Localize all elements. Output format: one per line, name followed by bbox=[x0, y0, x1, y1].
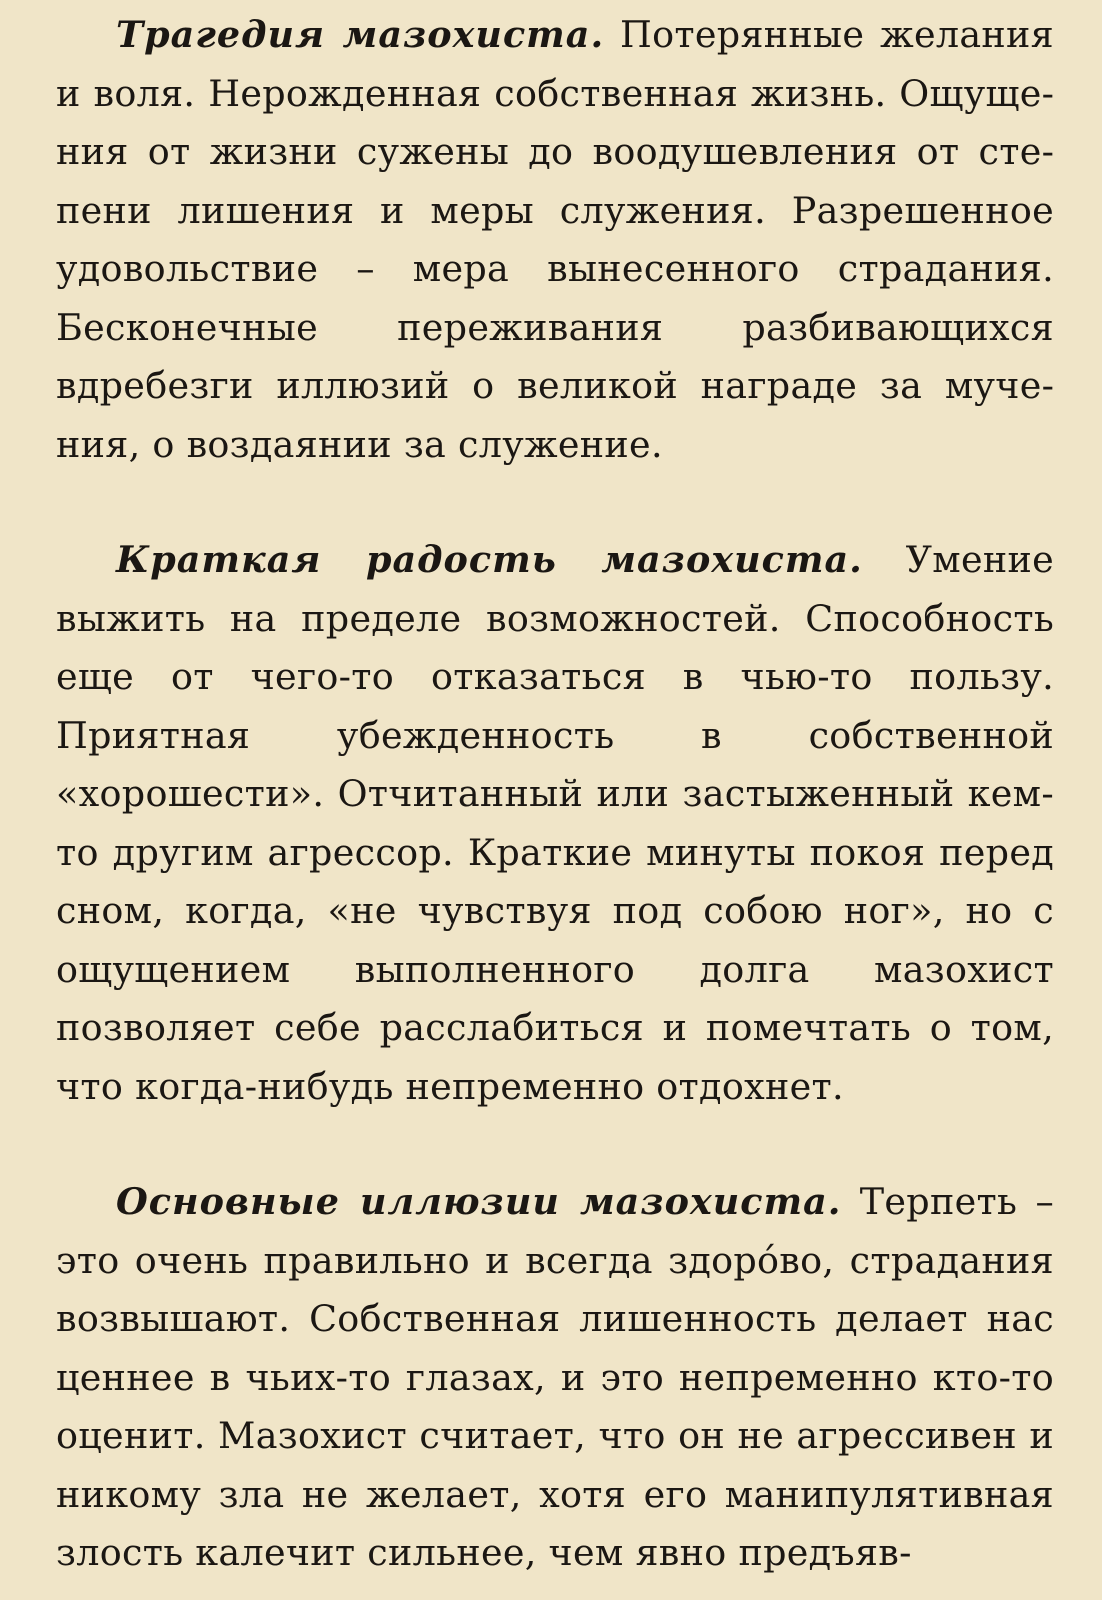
paragraph-body: Умение выжить на пределе возможностей. Способность еще от чего-то отказаться в чью-то пользу. Приятная убежденность в собственной «хорошести». Отчитанный или застыженный кем-то другим агрессор. Краткие минуты покоя перед сном, когда, «не чувствуя под собою ног», но с ощущением выполненного долга мазохист позволяет себе расслабиться и помечтать о том, что когда-нибудь непременно отдохнет. bbox=[56, 538, 1055, 1108]
paragraph-illusions bbox=[56, 1173, 1054, 1583]
paragraph-tragedy bbox=[56, 6, 1054, 474]
paragraph-joy bbox=[56, 531, 1054, 1116]
paragraph-body: Терпеть – это очень правильно и всегда здоро́во, страдания возвышают. Собственная лишенность делает нас ценнее в чьих-то глазах, и это непременно кто-то оценит. Мазохист считает, что он не агрессивен и никому зла не желает, хотя его манипулятивная злость калечит сильнее, чем явно предъяв- bbox=[56, 1180, 1054, 1574]
paragraph-lead: Трагедия мазохиста. bbox=[116, 13, 605, 56]
paragraph-body: Потерянные желания и воля. Нерожденная собственная жизнь. Ощущения от жизни сужены до воодушевления от степени лишения и меры служения. Разрешенное удовольствие – мера вынесенного страдания. Бесконечные переживания разбивающихся вдребезги иллюзий о великой награде за мучения, о воздаянии за служение. bbox=[56, 13, 1054, 466]
paragraph-lead: Краткая радость мазохиста. bbox=[116, 538, 863, 581]
paragraph-lead: Основные иллюзии мазохиста. bbox=[116, 1180, 842, 1223]
